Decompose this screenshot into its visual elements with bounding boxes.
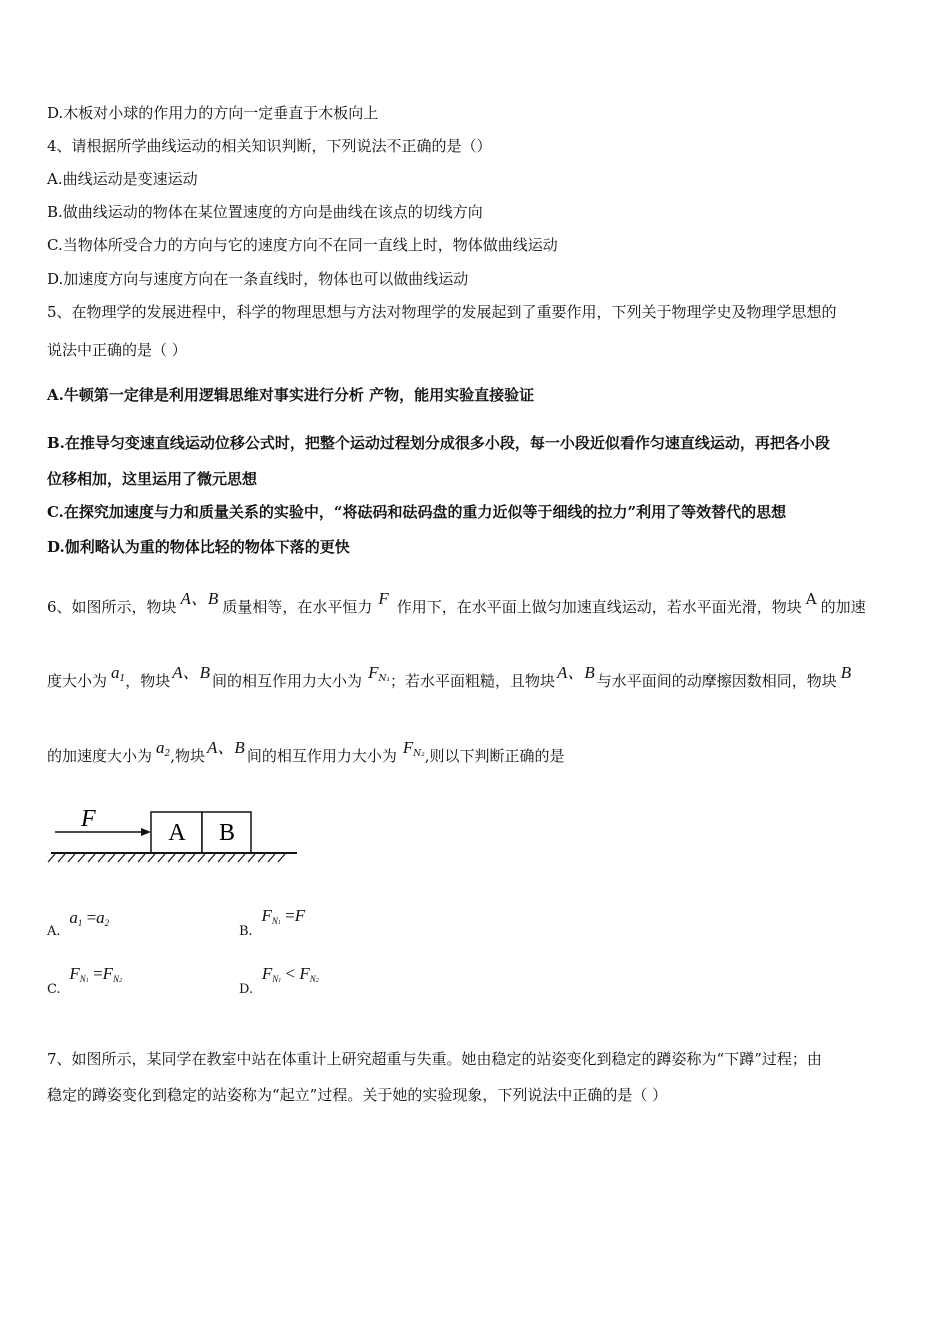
option-d-expression: $F_{N1} < F_{N2}$ <box>261 964 319 984</box>
q6-text: ,则以下判断正确的是 <box>424 747 565 765</box>
q4-option-c: C.当物体所受合力的方向与它的速度方向不在同一直线上时，物体做曲线运动 <box>47 236 558 254</box>
math-subscript: 2 <box>164 749 171 759</box>
option-b-expression: $F_{N1} =F$ <box>261 906 306 926</box>
blocks-diagram <box>47 800 307 870</box>
hatch-mark <box>88 854 95 862</box>
math-symbol: F <box>402 738 414 757</box>
q6-option-a <box>47 908 110 939</box>
q6-text: 与水平面间的动摩擦因数相同，物块 <box>596 672 837 690</box>
math-subscript: 1 <box>119 674 126 684</box>
q5-option-b-line1: B.在推导匀变速直线运动位移公式时，把整个运动过程划分成很多小段，每一小段近似看作匀速直线运动，再把各小段 <box>47 434 830 452</box>
hatch-mark <box>158 854 165 862</box>
math-symbol: F <box>378 589 389 608</box>
q6-stem-line2 <box>47 663 852 692</box>
hatch-mark <box>138 854 145 862</box>
option-c-expression: $F_{N1} =F_{N2}$ <box>69 964 123 984</box>
q5-option-c: C.在探究加速度与力和质量关系的实验中，“将砝码和砝码盘的重力近似等于细线的拉力”利用了等效替代的思想 <box>47 503 787 521</box>
q4-stem: 4、请根据所学曲线运动的相关知识判断，下列说法不正确的是（） <box>47 137 492 155</box>
q6-text: 度大小为 <box>47 672 108 690</box>
math-symbol: F <box>368 663 379 682</box>
hatch-mark <box>218 854 225 862</box>
hatch-mark <box>58 854 65 862</box>
option-label: D. <box>239 982 254 997</box>
hatch-mark <box>258 854 265 862</box>
blocks-figure <box>47 800 307 874</box>
q6-text: 质量相等，在水平恒力 <box>222 598 373 616</box>
hatch-mark <box>208 854 215 862</box>
math-symbol: A <box>805 590 817 608</box>
hatch-mark <box>228 854 235 862</box>
q5-stem-line2: 说法中正确的是（ ） <box>47 341 187 359</box>
math-symbol: A、B <box>180 589 219 608</box>
hatch-mark <box>178 854 185 862</box>
q6-text: ，物块 <box>125 672 171 690</box>
hatch-mark <box>198 854 205 862</box>
hatch-mark <box>188 854 195 862</box>
q4-option-b: B.做曲线运动的物体在某位置速度的方向是曲线在该点的切线方向 <box>47 203 483 221</box>
q6-text: ；若水平面粗糙，且物块 <box>389 672 555 690</box>
force-label: F <box>81 806 96 832</box>
hatch-mark <box>248 854 255 862</box>
hatch-mark <box>128 854 135 862</box>
math-symbol: A、B <box>172 663 211 682</box>
math-symbol: A、B <box>556 663 595 682</box>
ground-hatching <box>48 854 285 862</box>
q6-text: 间的相互作用力大小为 <box>212 672 363 690</box>
option-label: A. <box>47 924 61 939</box>
q5-option-b-line2: 位移相加，这里运用了微元思想 <box>47 470 258 488</box>
q5-option-a: A.牛顿第一定律是利用逻辑思维对事实进行分析 产物，能用实验直接验证 <box>47 386 535 404</box>
math-subscript: N₂ <box>413 749 425 759</box>
math-symbol: A、B <box>207 738 245 757</box>
option-label: B. <box>239 924 253 939</box>
hatch-mark <box>168 854 175 862</box>
q6-text: 间的相互作用力大小为 <box>246 747 397 765</box>
q6-text: 作用下，在水平面上做匀加速直线运动，若水平面光滑，物块 <box>396 598 802 616</box>
q6-option-c <box>47 964 123 997</box>
q6-option-b <box>239 906 306 939</box>
math-subscript: N₁ <box>378 674 390 684</box>
block-a-label: A <box>168 820 186 846</box>
q5-stem-line1: 5、在物理学的发展进程中，科学的物理思想与方法对物理学的发展起到了重要作用，下列关于物理学史及物理学思想的 <box>47 303 837 321</box>
math-symbol: B <box>840 663 852 682</box>
q6-text: 6、如图所示，物块 <box>47 598 177 616</box>
q4-option-a: A.曲线运动是变速运动 <box>47 170 198 188</box>
q5-option-d: D.伽利略认为重的物体比轻的物体下落的更快 <box>47 538 350 556</box>
hatch-mark <box>278 854 285 862</box>
hatch-mark <box>148 854 155 862</box>
hatch-mark <box>238 854 245 862</box>
hatch-mark <box>108 854 115 862</box>
hatch-mark <box>268 854 275 862</box>
q6-stem-line3 <box>47 738 565 767</box>
q6-text: ,物块 <box>170 747 206 765</box>
math-symbol: a <box>111 663 120 682</box>
hatch-mark <box>98 854 105 862</box>
hatch-mark <box>68 854 75 862</box>
q6-option-d <box>239 964 319 997</box>
option-a-expression: $a_1 =a_2$ <box>69 908 110 928</box>
math-symbol: a <box>156 738 165 757</box>
hatch-mark <box>118 854 125 862</box>
q6-text: 的加速 <box>820 598 866 616</box>
option-label: C. <box>47 982 61 997</box>
hatch-mark <box>48 854 55 862</box>
block-b-label: B <box>218 820 236 846</box>
q4-option-d: D.加速度方向与速度方向在一条直线时，物体也可以做曲线运动 <box>47 270 469 288</box>
q3-option-d: D.木板对小球的作用力的方向一定垂直于木板向上 <box>47 104 379 122</box>
q6-stem-line1 <box>47 589 866 617</box>
q6-text: 的加速度大小为 <box>47 747 153 765</box>
q7-stem-line1: 7、如图所示，某同学在教室中站在体重计上研究超重与失重。她由稳定的站姿变化到稳定的蹲姿称为“下蹲”过程；由 <box>47 1050 822 1068</box>
hatch-mark <box>78 854 85 862</box>
q7-stem-line2: 稳定的蹲姿变化到稳定的站姿称为“起立”过程。关于她的实验现象，下列说法中正确的是（ ） <box>47 1086 668 1104</box>
force-arrow-head <box>141 828 151 836</box>
